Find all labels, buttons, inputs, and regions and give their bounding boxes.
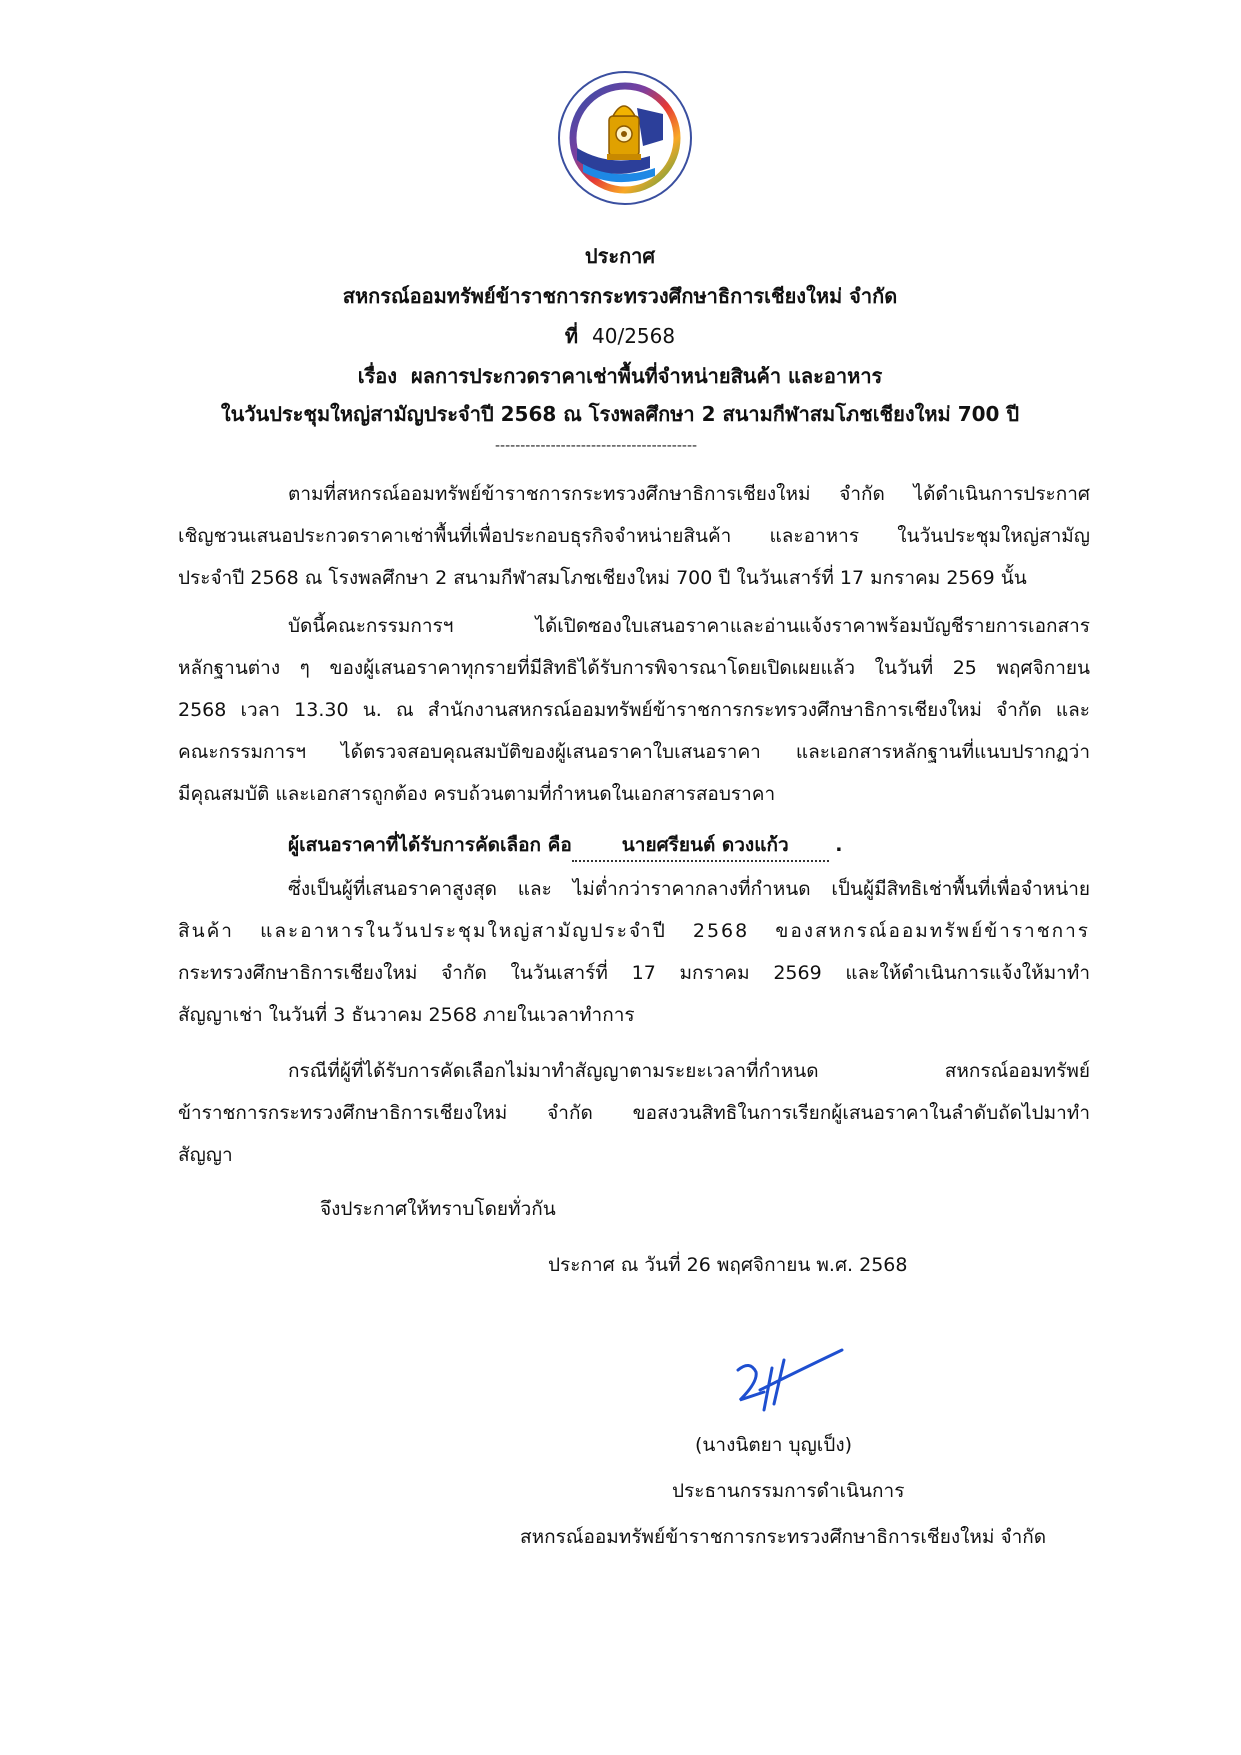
p3-line: ซึ่งเป็นผู้ที่เสนอราคาสูงสุด และ ไม่ต่ำกว่าราคากลางที่กำหนด เป็นผู้มีสิทธิเช่าพื้นที่เพื่อจำหน่าย — [288, 878, 1090, 900]
p1-line: ประจำปี 2568 ณ โรงพลศึกษา 2 สนามกีฬาสมโภชเชียงใหม่ 700 ปี ในวันเสาร์ที่ 17 มกราคม 2569 นั้น — [178, 567, 1027, 589]
p4-line: ข้าราชการกระทรวงศึกษาธิการเชียงใหม่ จำกัด ขอสงวนสิทธิในการเรียกผู้เสนอราคาในลำดับถัดไปมาทำ — [178, 1102, 1090, 1124]
subject-line-2: ในวันประชุมใหญ่สามัญประจำปี 2568 ณ โรงพลศึกษา 2 สนามกีฬาสมโภชเชียงใหม่ 700 ปี — [220, 402, 1020, 426]
paragraph-2 — [178, 605, 1090, 815]
handwritten-signature — [720, 1330, 860, 1430]
p1-line: ตามที่สหกรณ์ออมทรัพย์ข้าราชการกระทรวงศึกษาธิการเชียงใหม่ จำกัด ได้ดำเนินการประกาศ — [288, 483, 1090, 505]
paragraph-3 — [178, 868, 1090, 1036]
p3-line: กระทรวงศึกษาธิการเชียงใหม่ จำกัด ในวันเสาร์ที่ 17 มกราคม 2569 และให้ดำเนินการแจ้งให้มาทำ — [178, 962, 1090, 984]
p2-line: บัดนี้คณะกรรมการฯ ได้เปิดซองใบเสนอราคาและอ่านแจ้งราคาพร้อมบัญชีรายการเอกสาร — [288, 615, 1090, 637]
p3-line: สัญญาเช่า ในวันที่ 3 ธันวาคม 2568 ภายในเวลาทำการ — [178, 1004, 635, 1026]
announcement-date: ประกาศ ณ วันที่ 26 พฤศจิกายน พ.ศ. 2568 — [548, 1254, 908, 1276]
signatory-organization: สหกรณ์ออมทรัพย์ข้าราชการกระทรวงศึกษาธิการเชียงใหม่ จำกัด — [520, 1526, 1047, 1548]
selected-bidder-label: ผู้เสนอราคาที่ได้รับการคัดเลือก คือ — [288, 834, 572, 856]
signatory-position: ประธานกรรมการดำเนินการ — [672, 1480, 905, 1502]
selected-bidder: ผู้เสนอราคาที่ได้รับการคัดเลือก คือ นายศรียนต์ ดวงแก้ว . — [288, 830, 842, 862]
p4-line: สัญญา — [178, 1144, 233, 1166]
paragraph-1 — [178, 473, 1090, 599]
number-label: ที่ — [564, 324, 579, 348]
selected-bidder-name: นายศรียนต์ ดวงแก้ว — [572, 830, 829, 862]
closing-statement: จึงประกาศให้ทราบโดยทั่วกัน — [320, 1198, 556, 1220]
signatory-name: (นางนิตยา บุญเป็ง) — [695, 1434, 853, 1456]
announcement-number — [120, 320, 1120, 352]
p1-line: เชิญชวนเสนอประกวดราคาเช่าพื้นที่เพื่อประกอบธุรกิจจำหน่ายสินค้า และอาหาร ในวันประชุมใหญ่สามัญ — [178, 525, 1090, 547]
organization-name: สหกรณ์ออมทรัพย์ข้าราชการกระทรวงศึกษาธิการเชียงใหม่ จำกัด — [342, 284, 898, 308]
paragraph-4 — [178, 1050, 1090, 1176]
p2-line: คณะกรรมการฯ ได้ตรวจสอบคุณสมบัติของผู้เสนอราคาใบเสนอราคา และเอกสารหลักฐานที่แนบปรากฏว่า — [178, 741, 1090, 763]
subject-label: เรื่อง — [357, 364, 398, 388]
p3-line: สินค้า และอาหารในวันประชุมใหญ่สามัญประจำปี 2568 ของสหกรณ์ออมทรัพย์ข้าราชการ — [178, 920, 1090, 942]
separator: ---------------------------------------- — [495, 438, 698, 454]
number-value: 40/2568 — [592, 324, 676, 348]
subject — [120, 360, 1120, 392]
p2-line: หลักฐานต่าง ๆ ของผู้เสนอราคาทุกรายที่มีสิทธิได้รับการพิจารณาโดยเปิดเผยแล้ว ในวันที่ 25 พฤศจิกายน — [178, 657, 1090, 679]
p2-line: มีคุณสมบัติ และเอกสารถูกต้อง ครบถ้วนตามที่กำหนดในเอกสารสอบราคา — [178, 783, 776, 805]
subject-text: ผลการประกวดราคาเช่าพื้นที่จำหน่ายสินค้า และอาหาร — [410, 364, 883, 388]
cooperative-seal-logo — [555, 68, 695, 208]
announcement-title: ประกาศ — [584, 244, 656, 268]
p2-line: 2568 เวลา 13.30 น. ณ สำนักงานสหกรณ์ออมทรัพย์ข้าราชการกระทรวงศึกษาธิการเชียงใหม่ จำกัด และ — [178, 699, 1090, 721]
p4-line: กรณีที่ผู้ที่ได้รับการคัดเลือกไม่มาทำสัญญาตามระยะเวลาที่กำหนด สหกรณ์ออมทรัพย์ — [288, 1060, 1090, 1082]
